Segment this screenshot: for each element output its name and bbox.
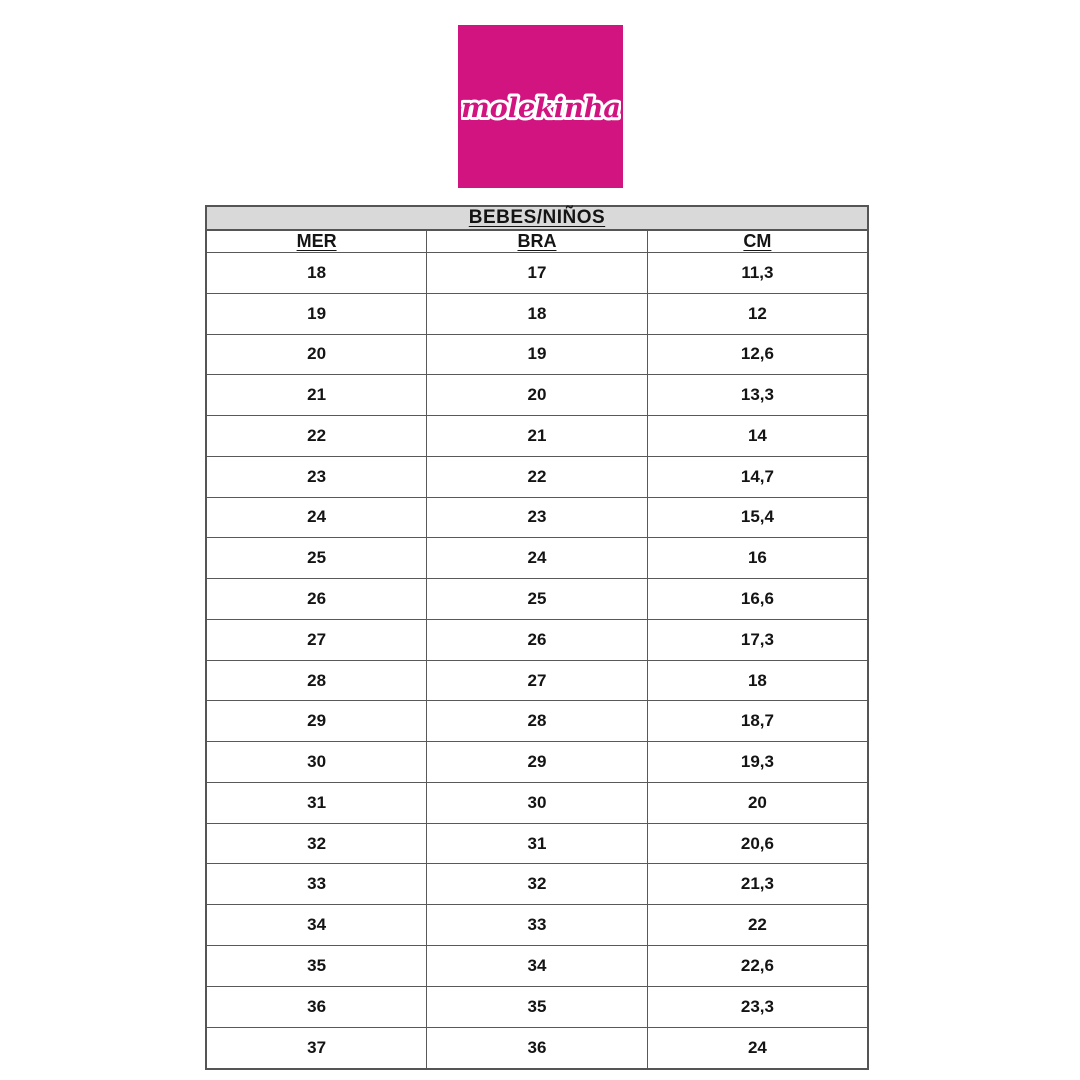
table-cell: 28 [206, 660, 427, 701]
table-row [206, 660, 868, 701]
table-cell: 35 [427, 986, 648, 1027]
table-row [206, 905, 868, 946]
table-row [206, 946, 868, 987]
table-row [206, 375, 868, 416]
table-cell: 27 [206, 619, 427, 660]
table-cell: 18,7 [647, 701, 868, 742]
table-row [206, 742, 868, 783]
table-cell: 23 [206, 456, 427, 497]
table-cell: 29 [206, 701, 427, 742]
table-cell: 26 [427, 619, 648, 660]
table-cell: 35 [206, 946, 427, 987]
table-cell: 30 [427, 782, 648, 823]
size-conversion-table [205, 205, 869, 1070]
table-row [206, 619, 868, 660]
table-cell: 18 [427, 293, 648, 334]
table-cell: 21 [206, 375, 427, 416]
table-cell: 21 [427, 416, 648, 457]
table-cell: 17,3 [647, 619, 868, 660]
table-cell: 16,6 [647, 579, 868, 620]
table-cell: 19,3 [647, 742, 868, 783]
table-cell: 14 [647, 416, 868, 457]
table-cell: 24 [206, 497, 427, 538]
table-title-row [206, 206, 868, 230]
table-cell: 20,6 [647, 823, 868, 864]
table-cell: 25 [206, 538, 427, 579]
table-column-header-row [206, 230, 868, 253]
table-cell: 30 [206, 742, 427, 783]
table-cell: 25 [427, 579, 648, 620]
table-cell: 14,7 [647, 456, 868, 497]
column-header-bra: BRA [427, 230, 648, 253]
table-cell: 18 [206, 253, 427, 294]
brand-logo-icon [461, 77, 621, 137]
table-row [206, 334, 868, 375]
table-cell: 36 [206, 986, 427, 1027]
table-title: BEBES/NIÑOS [206, 206, 868, 230]
table-cell: 12,6 [647, 334, 868, 375]
table-row [206, 253, 868, 294]
table-cell: 33 [427, 905, 648, 946]
table-cell: 12 [647, 293, 868, 334]
table-cell: 19 [206, 293, 427, 334]
table-cell: 22 [427, 456, 648, 497]
table-cell: 17 [427, 253, 648, 294]
table-cell: 23 [427, 497, 648, 538]
table-cell: 37 [206, 1027, 427, 1069]
table-row [206, 293, 868, 334]
brand-logo [458, 25, 623, 188]
table-head [206, 206, 868, 253]
table-row [206, 1027, 868, 1069]
table-cell: 11,3 [647, 253, 868, 294]
column-header-mer: MER [206, 230, 427, 253]
table-cell: 26 [206, 579, 427, 620]
table-cell: 36 [427, 1027, 648, 1069]
table-cell: 20 [206, 334, 427, 375]
table-cell: 20 [427, 375, 648, 416]
table-row [206, 497, 868, 538]
table-cell: 16 [647, 538, 868, 579]
table-cell: 20 [647, 782, 868, 823]
table-row [206, 701, 868, 742]
table-cell: 23,3 [647, 986, 868, 1027]
table-cell: 22 [206, 416, 427, 457]
table-cell: 29 [427, 742, 648, 783]
table-cell: 24 [647, 1027, 868, 1069]
table-row [206, 579, 868, 620]
table-cell: 13,3 [647, 375, 868, 416]
table-row [206, 782, 868, 823]
table-cell: 34 [206, 905, 427, 946]
table-body [206, 253, 868, 1070]
brand-logo-text: molekinha [460, 92, 621, 124]
table-cell: 22,6 [647, 946, 868, 987]
table-cell: 33 [206, 864, 427, 905]
table-row [206, 538, 868, 579]
table-cell: 19 [427, 334, 648, 375]
table-row [206, 456, 868, 497]
table-cell: 15,4 [647, 497, 868, 538]
table-cell: 34 [427, 946, 648, 987]
table-cell: 27 [427, 660, 648, 701]
table-cell: 32 [206, 823, 427, 864]
table-cell: 28 [427, 701, 648, 742]
table-row [206, 986, 868, 1027]
column-header-cm: CM [647, 230, 868, 253]
table-cell: 24 [427, 538, 648, 579]
table-cell: 22 [647, 905, 868, 946]
table-cell: 21,3 [647, 864, 868, 905]
table-row [206, 823, 868, 864]
table-row [206, 864, 868, 905]
table-row [206, 416, 868, 457]
table-cell: 31 [427, 823, 648, 864]
table-cell: 18 [647, 660, 868, 701]
table-cell: 31 [206, 782, 427, 823]
table-cell: 32 [427, 864, 648, 905]
